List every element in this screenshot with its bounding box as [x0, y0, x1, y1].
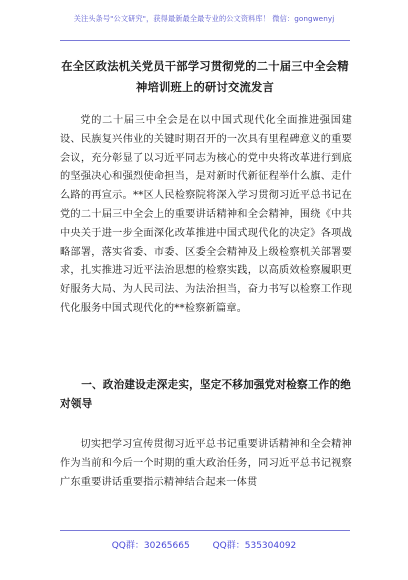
- body-paragraph: 党的二十届三中全会是在以中国式现代化全面推进强国建设、民族复兴伟业的关键时期召开的一次具有里程碑意义的重要会议，充分彰显了以习近平同志为核心的党中央将改革进行到底的坚强决心和强烈使命担当，是对新时代新征程举什么旗、走什么路的再宣示。**区人民检察院将深入学习贯彻习近平总书记在党的二十届三中全会上的重要讲话精神和全会精神，围绕《中共中央关于进一步全面深化改革推进中国式现代化的决定》各项战略部署，落实省委、市委、区委全会精神及上级检察机关部署要求，扎实推进习近平法治思想的检察实践，以高质效检察履职更好服务大局、为人民司法、为法治担当，奋力书写以检察工作现代化服务中国式现代化的**检察新篇章。: [60, 115, 352, 314]
- footer-divider: [60, 530, 350, 531]
- footer-qq-group-1: QQ群：30265665: [111, 541, 190, 551]
- header-divider: [60, 40, 350, 41]
- footer-qq-group-2: QQ群：535304092: [212, 541, 297, 551]
- document-title: 在全区政法机关党员干部学习贯彻党的二十届三中全会精神培训班上的研讨交流发言: [61, 59, 349, 94]
- body-paragraph: 切实把学习宣传贯彻习近平总书记重要讲话精神和全会精神作为当前和今后一个时期的重大政治任务，同习近平总书记视察广东重要讲话重要指示精神结合起来一体贯: [60, 439, 352, 488]
- footer: [0, 538, 408, 551]
- header-banner: 关注头条号"公文研究"，获得最新最全最专业的公文资料库！ 微信：gongwenyj: [73, 14, 335, 23]
- section-heading: 一、政治建设走深走实，坚定不移加强党对检察工作的绝对领导: [60, 379, 352, 410]
